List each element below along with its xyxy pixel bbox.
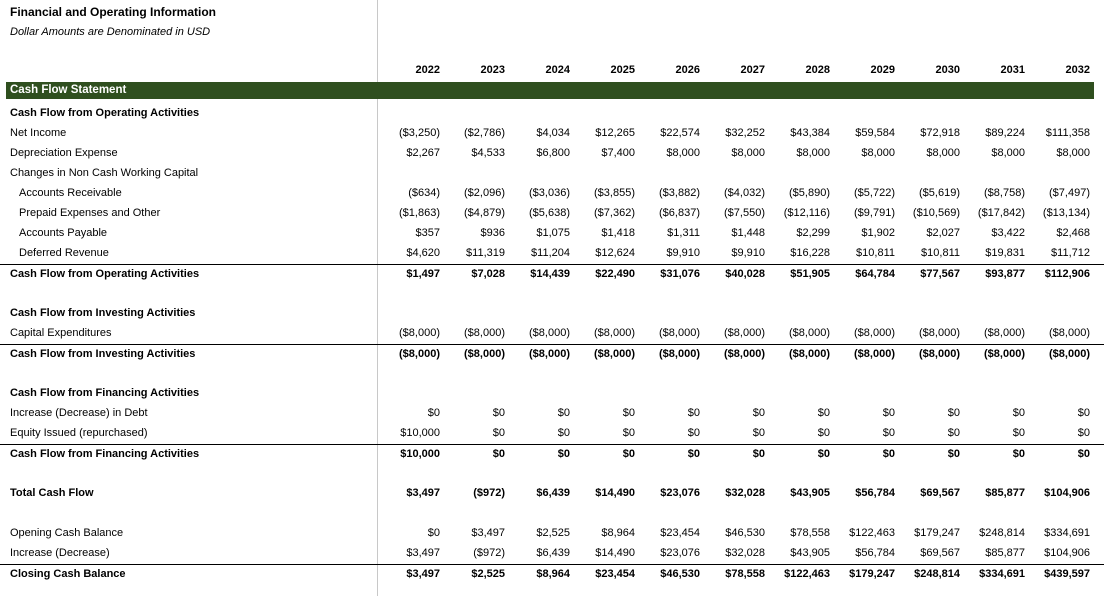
year-header: 2031 xyxy=(1000,64,1025,76)
table-cell: $78,558 xyxy=(725,568,765,580)
table-cell: $104,906 xyxy=(1044,487,1090,499)
table-cell: $0 xyxy=(1077,427,1090,439)
table-cell: $32,252 xyxy=(725,127,765,139)
table-cell: $0 xyxy=(1012,407,1025,419)
row-label: Increase (Decrease) in Debt xyxy=(10,407,148,419)
table-cell: $122,463 xyxy=(849,527,895,539)
table-cell: $179,247 xyxy=(914,527,960,539)
table-cell: $8,964 xyxy=(536,568,570,580)
table-cell: $12,265 xyxy=(595,127,635,139)
table-cell: $357 xyxy=(415,227,440,239)
table-cell: ($8,000) xyxy=(789,348,830,360)
table-cell: $6,800 xyxy=(536,147,570,159)
table-cell: $2,267 xyxy=(406,147,440,159)
table-row xyxy=(0,464,1104,484)
table-cell: $2,027 xyxy=(926,227,960,239)
table-row xyxy=(0,224,1104,244)
table-cell: ($12,116) xyxy=(783,207,830,219)
table-cell: $0 xyxy=(687,407,700,419)
table-cell: ($4,032) xyxy=(724,187,765,199)
table-cell: $78,558 xyxy=(790,527,830,539)
table-cell: $14,439 xyxy=(530,268,570,280)
table-row xyxy=(0,204,1104,224)
table-cell: ($634) xyxy=(408,187,440,199)
table-cell: $11,204 xyxy=(531,247,570,259)
row-label: Total Cash Flow xyxy=(10,487,94,499)
table-cell: $4,034 xyxy=(536,127,570,139)
table-cell: ($8,000) xyxy=(919,348,960,360)
table-row xyxy=(0,304,1104,324)
table-cell: $85,877 xyxy=(985,487,1025,499)
table-cell: $0 xyxy=(687,448,700,460)
table-cell: ($2,786) xyxy=(464,127,505,139)
table-cell: $0 xyxy=(427,407,440,419)
page-title: Financial and Operating Information xyxy=(10,5,217,19)
table-cell: ($8,758) xyxy=(984,187,1025,199)
table-cell: ($8,000) xyxy=(854,348,895,360)
table-cell: ($5,722) xyxy=(854,187,895,199)
table-cell: ($2,096) xyxy=(464,187,505,199)
table-cell: $69,567 xyxy=(920,547,960,559)
table-row xyxy=(0,124,1104,144)
table-cell: $1,902 xyxy=(861,227,895,239)
row-label: Capital Expenditures xyxy=(10,327,112,339)
table-cell: $16,228 xyxy=(790,247,830,259)
table-row xyxy=(0,104,1104,124)
table-cell: $8,964 xyxy=(601,527,635,539)
table-cell: $10,811 xyxy=(856,247,895,259)
table-cell: $1,075 xyxy=(536,227,570,239)
table-cell: ($3,855) xyxy=(594,187,635,199)
table-cell: $32,028 xyxy=(725,547,765,559)
table-cell: $4,533 xyxy=(471,147,505,159)
table-cell: $85,877 xyxy=(985,547,1025,559)
row-label: Equity Issued (repurchased) xyxy=(10,427,148,439)
table-cell: $0 xyxy=(557,427,570,439)
table-cell: $51,905 xyxy=(790,268,830,280)
table-row xyxy=(0,364,1104,384)
table-cell: $22,490 xyxy=(595,268,635,280)
table-cell: $46,530 xyxy=(660,568,700,580)
table-cell: $43,905 xyxy=(790,487,830,499)
table-row xyxy=(0,384,1104,404)
table-cell: $2,468 xyxy=(1056,227,1090,239)
table-cell: $72,918 xyxy=(920,127,960,139)
table-cell: ($8,000) xyxy=(1049,327,1090,339)
row-label: Cash Flow from Operating Activities xyxy=(10,107,200,119)
year-header: 2023 xyxy=(480,64,505,76)
table-cell: $59,584 xyxy=(855,127,895,139)
row-label: Accounts Receivable xyxy=(19,187,122,199)
table-cell: $77,567 xyxy=(920,268,960,280)
table-row xyxy=(0,484,1104,504)
table-cell: $8,000 xyxy=(666,147,700,159)
table-cell: ($8,000) xyxy=(984,327,1025,339)
table-cell: $64,784 xyxy=(855,268,895,280)
table-cell: ($9,791) xyxy=(854,207,895,219)
table-cell: $0 xyxy=(882,448,895,460)
table-cell: $0 xyxy=(1012,448,1025,460)
table-cell: $8,000 xyxy=(1056,147,1090,159)
table-row xyxy=(0,444,1104,465)
table-cell: ($8,000) xyxy=(659,348,700,360)
table-cell: ($6,837) xyxy=(659,207,700,219)
row-label: Cash Flow from Investing Activities xyxy=(10,307,196,319)
table-cell: $0 xyxy=(817,427,830,439)
year-header: 2028 xyxy=(805,64,830,76)
table-cell: $22,574 xyxy=(660,127,700,139)
table-cell: $3,422 xyxy=(991,227,1025,239)
table-cell: $0 xyxy=(947,427,960,439)
table-cell: ($10,569) xyxy=(912,207,960,219)
table-cell: ($8,000) xyxy=(1049,348,1090,360)
table-row xyxy=(0,144,1104,164)
row-label: Cash Flow from Financing Activities xyxy=(10,448,200,460)
table-row xyxy=(0,164,1104,184)
table-row xyxy=(0,404,1104,424)
table-cell: $31,076 xyxy=(660,268,700,280)
table-cell: ($8,000) xyxy=(399,327,440,339)
year-header-row xyxy=(0,64,1104,78)
row-label: Deferred Revenue xyxy=(19,247,109,259)
table-row xyxy=(0,564,1104,585)
table-cell: ($13,134) xyxy=(1042,207,1090,219)
table-cell: $1,311 xyxy=(667,227,700,239)
table-cell: $334,691 xyxy=(979,568,1025,580)
table-cell: $3,497 xyxy=(471,527,505,539)
table-cell: $8,000 xyxy=(796,147,830,159)
table-cell: $179,247 xyxy=(849,568,895,580)
table-cell: ($5,638) xyxy=(529,207,570,219)
table-cell: ($8,000) xyxy=(919,327,960,339)
table-cell: $248,814 xyxy=(979,527,1025,539)
year-header: 2027 xyxy=(740,64,765,76)
table-cell: $93,877 xyxy=(985,268,1025,280)
row-label: Closing Cash Balance xyxy=(10,568,126,580)
table-cell: $3,497 xyxy=(406,547,440,559)
table-cell: $4,620 xyxy=(406,247,440,259)
table-cell: ($7,497) xyxy=(1049,187,1090,199)
table-cell: $7,028 xyxy=(471,268,505,280)
row-label: Changes in Non Cash Working Capital xyxy=(10,167,199,179)
table-cell: ($8,000) xyxy=(594,348,635,360)
section-title: Cash Flow Statement xyxy=(10,84,127,96)
table-cell: $0 xyxy=(752,407,765,419)
table-cell: $0 xyxy=(817,448,830,460)
table-cell: $8,000 xyxy=(861,147,895,159)
table-cell: $2,299 xyxy=(796,227,830,239)
table-cell: ($7,550) xyxy=(724,207,765,219)
year-header: 2026 xyxy=(675,64,700,76)
table-cell: $0 xyxy=(947,448,960,460)
table-cell: $0 xyxy=(622,427,635,439)
table-cell: $6,439 xyxy=(536,487,570,499)
table-cell: ($8,000) xyxy=(464,348,505,360)
table-cell: $6,439 xyxy=(536,547,570,559)
table-cell: $10,000 xyxy=(400,448,440,460)
table-cell: $89,224 xyxy=(985,127,1025,139)
table-cell: $0 xyxy=(427,527,440,539)
table-cell: $248,814 xyxy=(914,568,960,580)
table-cell: $23,454 xyxy=(660,527,700,539)
table-cell: ($8,000) xyxy=(399,348,440,360)
table-cell: ($8,000) xyxy=(529,327,570,339)
table-cell: ($972) xyxy=(473,487,505,499)
table-cell: $334,691 xyxy=(1044,527,1090,539)
table-cell: $11,319 xyxy=(466,247,505,259)
table-cell: $69,567 xyxy=(920,487,960,499)
table-cell: ($3,882) xyxy=(659,187,700,199)
row-label: Accounts Payable xyxy=(19,227,108,239)
table-cell: ($5,890) xyxy=(789,187,830,199)
table-cell: ($8,000) xyxy=(854,327,895,339)
table-cell: $0 xyxy=(817,407,830,419)
row-label: Cash Flow from Financing Activities xyxy=(10,387,200,399)
table-cell: ($4,879) xyxy=(464,207,505,219)
table-cell: $2,525 xyxy=(536,527,570,539)
table-cell: ($8,000) xyxy=(464,327,505,339)
table-row xyxy=(0,264,1104,285)
year-header: 2032 xyxy=(1065,64,1090,76)
table-cell: $936 xyxy=(480,227,505,239)
section-header xyxy=(6,82,1094,99)
table-cell: $0 xyxy=(622,407,635,419)
table-cell: $0 xyxy=(1077,448,1090,460)
table-row xyxy=(0,424,1104,444)
table-cell: ($8,000) xyxy=(724,327,765,339)
table-cell: ($1,863) xyxy=(399,207,440,219)
row-label: Cash Flow from Investing Activities xyxy=(10,348,196,360)
table-cell: $7,400 xyxy=(601,147,635,159)
table-cell: $43,384 xyxy=(790,127,830,139)
year-header: 2025 xyxy=(610,64,635,76)
table-row xyxy=(0,544,1104,564)
table-cell: $0 xyxy=(882,407,895,419)
table-cell: $0 xyxy=(492,407,505,419)
year-header: 2024 xyxy=(545,64,570,76)
year-header: 2030 xyxy=(935,64,960,76)
table-cell: $0 xyxy=(557,448,570,460)
table-cell: $14,490 xyxy=(595,487,635,499)
table-cell: $9,910 xyxy=(666,247,700,259)
table-cell: $3,497 xyxy=(406,568,440,580)
table-cell: $2,525 xyxy=(471,568,505,580)
table-cell: $0 xyxy=(1012,427,1025,439)
table-cell: $111,358 xyxy=(1045,127,1090,139)
table-cell: $23,076 xyxy=(660,487,700,499)
table-row xyxy=(0,324,1104,344)
table-cell: $32,028 xyxy=(725,487,765,499)
table-cell: ($8,000) xyxy=(594,327,635,339)
year-header: 2022 xyxy=(415,64,440,76)
table-cell: $10,000 xyxy=(400,427,440,439)
table-cell: $8,000 xyxy=(731,147,765,159)
table-row xyxy=(0,504,1104,524)
table-cell: ($8,000) xyxy=(724,348,765,360)
table-cell: $46,530 xyxy=(725,527,765,539)
table-cell: ($8,000) xyxy=(659,327,700,339)
table-row xyxy=(0,284,1104,304)
table-cell: $19,831 xyxy=(985,247,1025,259)
table-cell: $56,784 xyxy=(855,487,895,499)
table-cell: $1,418 xyxy=(601,227,635,239)
table-cell: ($7,362) xyxy=(594,207,635,219)
table-cell: $0 xyxy=(947,407,960,419)
table-cell: $104,906 xyxy=(1044,547,1090,559)
table-cell: $1,448 xyxy=(731,227,765,239)
table-cell: $1,497 xyxy=(406,268,440,280)
table-cell: $23,454 xyxy=(595,568,635,580)
table-cell: $439,597 xyxy=(1044,568,1090,580)
table-cell: ($972) xyxy=(473,547,505,559)
table-row xyxy=(0,524,1104,544)
table-cell: ($5,619) xyxy=(919,187,960,199)
row-label: Cash Flow from Operating Activities xyxy=(10,268,200,280)
table-cell: $10,811 xyxy=(921,247,960,259)
row-label: Opening Cash Balance xyxy=(10,527,124,539)
row-label: Increase (Decrease) xyxy=(10,547,110,559)
table-row xyxy=(0,244,1104,264)
table-cell: ($3,036) xyxy=(529,187,570,199)
table-cell: $0 xyxy=(752,427,765,439)
table-cell: $0 xyxy=(687,427,700,439)
table-cell: ($3,250) xyxy=(399,127,440,139)
table-row xyxy=(0,184,1104,204)
table-cell: $122,463 xyxy=(784,568,830,580)
table-cell: $43,905 xyxy=(790,547,830,559)
table-cell: ($17,842) xyxy=(977,207,1025,219)
table-cell: $0 xyxy=(492,448,505,460)
row-label: Net Income xyxy=(10,127,67,139)
table-cell: $8,000 xyxy=(991,147,1025,159)
row-label: Prepaid Expenses and Other xyxy=(19,207,161,219)
table-cell: ($8,000) xyxy=(984,348,1025,360)
table-cell: $0 xyxy=(1077,407,1090,419)
table-cell: $11,712 xyxy=(1051,247,1090,259)
table-cell: $0 xyxy=(492,427,505,439)
table-cell: ($8,000) xyxy=(529,348,570,360)
table-cell: $9,910 xyxy=(731,247,765,259)
page-subtitle: Dollar Amounts are Denominated in USD xyxy=(10,26,211,38)
table-cell: $56,784 xyxy=(855,547,895,559)
table-row xyxy=(0,344,1104,365)
row-label: Depreciation Expense xyxy=(10,147,118,159)
table-cell: $40,028 xyxy=(725,268,765,280)
table-cell: $8,000 xyxy=(926,147,960,159)
table-cell: $112,906 xyxy=(1044,268,1090,280)
table-cell: $3,497 xyxy=(406,487,440,499)
table-cell: ($8,000) xyxy=(789,327,830,339)
year-header: 2029 xyxy=(870,64,895,76)
table-cell: $0 xyxy=(752,448,765,460)
table-cell: $12,624 xyxy=(595,247,635,259)
table-cell: $14,490 xyxy=(595,547,635,559)
table-cell: $0 xyxy=(622,448,635,460)
table-cell: $0 xyxy=(557,407,570,419)
table-cell: $23,076 xyxy=(660,547,700,559)
table-cell: $0 xyxy=(882,427,895,439)
